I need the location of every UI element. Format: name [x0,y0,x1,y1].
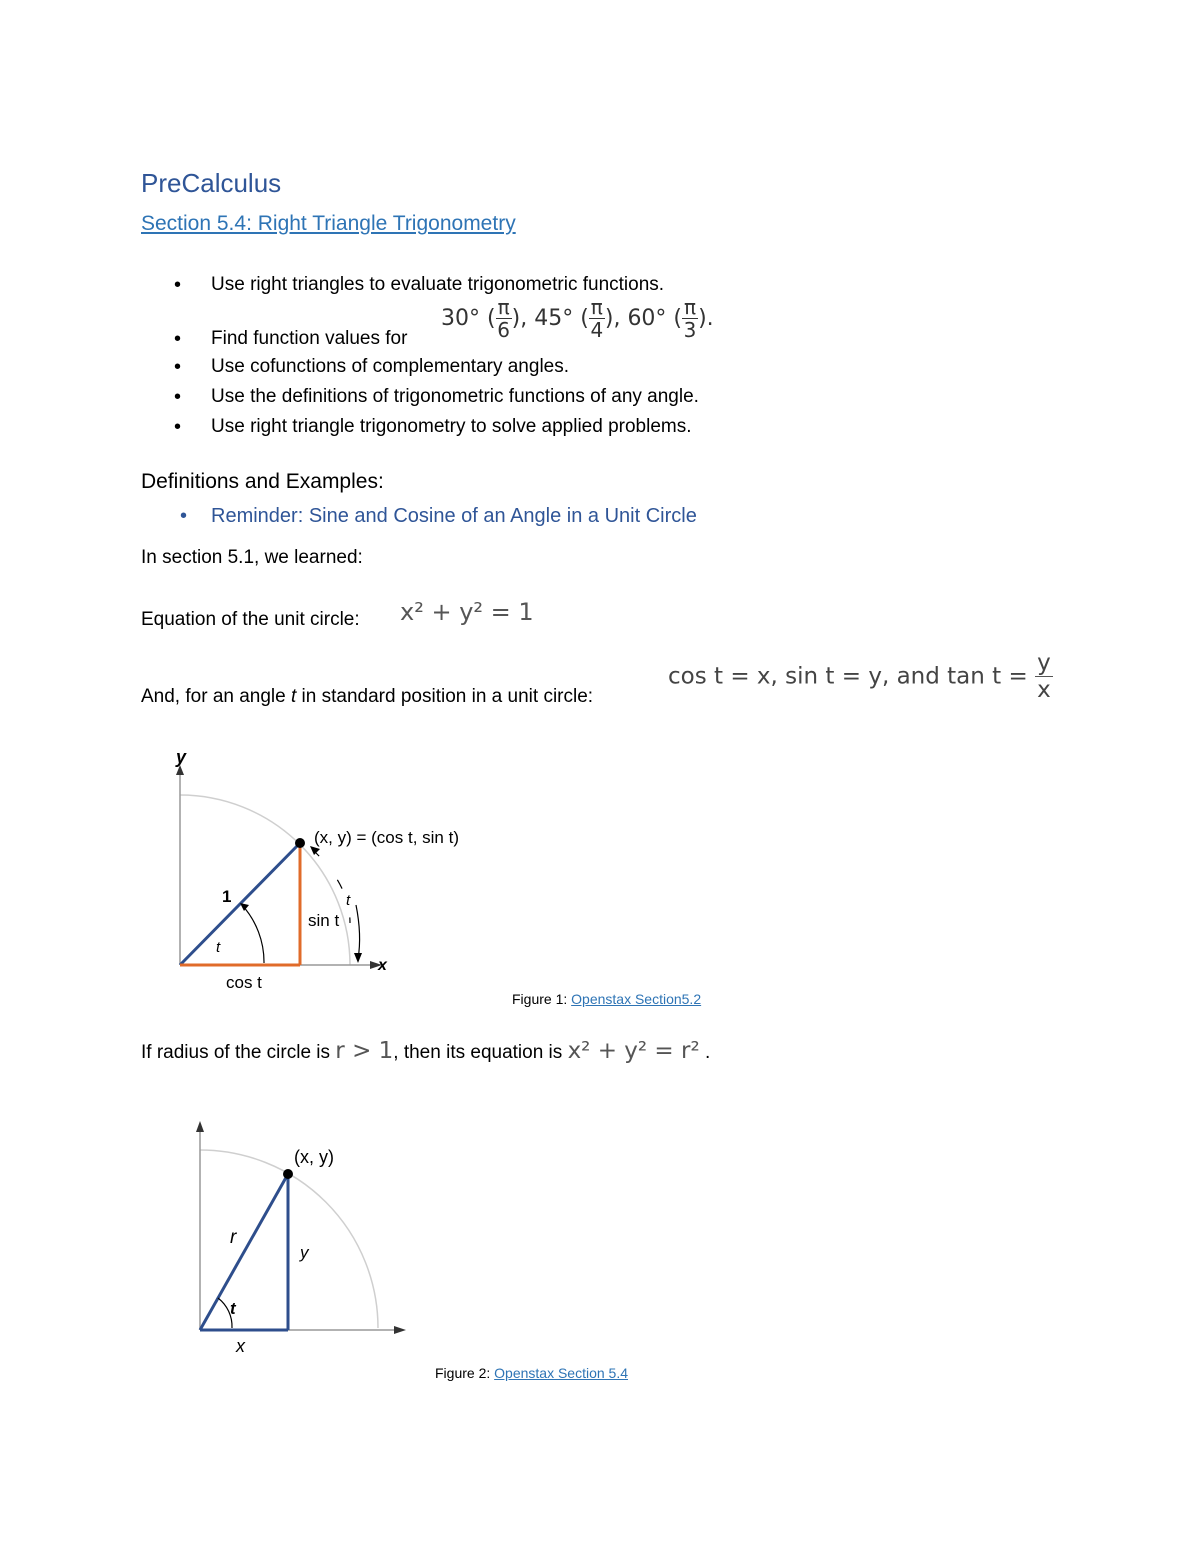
axis-label-y: y [176,747,187,767]
y-label: y [300,1243,309,1262]
page-title: PreCalculus [141,168,282,198]
list-item: • Use right triangle trigonometry to solve applied problems. [170,412,699,442]
arc-label: t [346,892,351,909]
trig-definitions-equation: cos t = x, sin t = y, and tan t = $\frac{y}{x}$ [668,650,1051,703]
t-label: t [230,1299,236,1318]
section-link[interactable]: Section 5.4: Right Triangle Trigonometry [141,212,516,235]
radius-label: 1 [222,887,232,906]
fraction: $\frac{\pi}{6}$ [497,295,510,342]
axis-label-x: x [378,957,387,974]
figure-1-link[interactable]: Openstax Section5.2 [571,991,702,1007]
fraction: $\frac{\pi}{3}$ [683,295,697,342]
figure-2-caption: Figure 2: Openstax Section 5.4 [435,1365,629,1381]
fraction: $\frac{y}{x}$ [1037,650,1051,703]
figure-1-caption: Figure 1: Openstax Section5.2 [512,991,702,1007]
x-label: x [236,1336,245,1356]
radius-sentence: If radius of the circle is r > 1, then its equation is x² + y² = r² . [141,1038,711,1064]
definitions-heading: Definitions and Examples: [141,470,384,493]
point-label: (x, y) = (cos t, sin t) [314,828,459,847]
unit-circle-label: Equation of the unit circle: [141,609,360,630]
list-item: • Use the definitions of trigonometric functions of any angle. [170,382,699,412]
special-angles-formula: 30° ( $\frac{\pi}{6}$ ), 45° ( $\frac{\pi}{4}$ ), 60° ( $\frac{\pi}{3}$ ). [441,295,714,342]
unit-circle-equation: x² + y² = 1 [400,598,534,626]
list-item: • Use cofunctions of complementary angles. [170,352,699,382]
r-label: r [230,1227,237,1248]
figure-1-unit-circle [160,745,520,995]
fraction: $\frac{\pi}{4}$ [590,295,604,342]
figure-2-link[interactable]: Openstax Section 5.4 [494,1365,629,1381]
learned-text: In section 5.1, we learned: [141,547,363,568]
cos-label: cos t [226,973,262,992]
reminder-item: • Reminder: Sine and Cosine of an Angle in a Unit Circle [180,505,697,527]
sin-label: sin t [308,911,340,930]
figure-2-circle [180,1115,420,1365]
list-item: • Use right triangles to evaluate trigonometric functions. [170,270,699,300]
point-label: (x, y) [294,1147,334,1167]
angle-label: And, for an angle t in standard position in a unit circle: [141,686,594,707]
angle-label: t [216,939,221,956]
list-item: • Find function values for [170,300,699,352]
